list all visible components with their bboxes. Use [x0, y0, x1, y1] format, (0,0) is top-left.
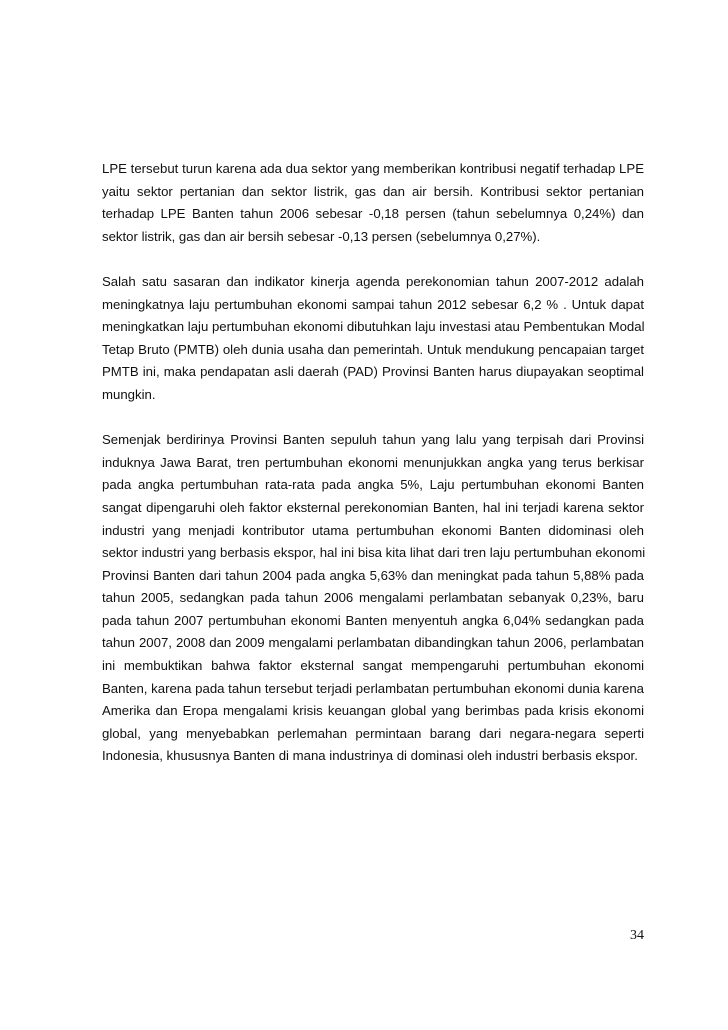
text-line: sektor industri yang berbasis ekspor, hal ini bisa kita lihat dari tren laju pertumbuhan ekonomi: [102, 545, 646, 561]
text-line: mungkin.: [102, 386, 156, 402]
text-line: pada tahun 2007 pertumbuhan ekonomi Banten menyentuh angka 6,04% sedangkan pada: [102, 612, 644, 628]
paragraph-lpe-sectors: [102, 158, 644, 248]
text-line: sangat dipengaruhi oleh faktor eksternal perekonomian Banten, hal ini terjadi karena sektor: [102, 499, 644, 515]
text-line: PMTB ini, maka pendapatan asli daerah (PAD) Provinsi Banten harus diupayakan seoptimal: [102, 364, 644, 380]
text-line: Tetap Bruto (PMTB) oleh dunia usaha dan pemerintah. Untuk mendukung pencapaian target: [102, 341, 644, 357]
text-line: LPE tersebut turun karena ada dua sektor yang memberikan kontribusi negatif terhadap LPE: [102, 161, 644, 176]
text-line: yaitu sektor pertanian dan sektor listrik, gas dan air bersih. Kontribusi sektor pertanian: [102, 183, 644, 199]
text-line: Provinsi Banten dari tahun 2004 pada angka 5,63% dan meningkat pada tahun 5,88% pada: [102, 567, 644, 583]
text-line: meningkatkan laju pertumbuhan ekonomi dibutuhkan laju investasi atau Pembentukan Modal: [102, 319, 645, 335]
text-line: Salah satu sasaran dan indikator kinerja agenda perekonomian tahun 2007-2012 adalah: [102, 273, 644, 289]
text-line: tahun 2005, sedangkan pada tahun 2006 mengalami perlambatan sebanyak 0,23%, baru: [102, 590, 644, 606]
paragraph-target-2012: [102, 271, 644, 407]
text-line: meningkatnya laju pertumbuhan ekonomi sampai tahun 2012 sebesar 6,2 % . Untuk dapat: [102, 296, 644, 312]
text-line: ini membuktikan bahwa faktor eksternal sangat mempengaruhi pertumbuhan ekonomi: [102, 658, 644, 674]
text-line: induknya Jawa Barat, tren pertumbuhan ekonomi menunjukkan angka yang terus berkisar: [102, 454, 644, 470]
body-text: [102, 158, 644, 791]
text-line: Amerika dan Eropa mengalami krisis keuangan global yang berimbas pada krisis ekonomi: [102, 703, 644, 719]
text-line: sektor listrik, gas dan air bersih sebesar -0,13 persen (sebelumnya 0,27%).: [102, 228, 541, 244]
page-number: 34: [630, 928, 644, 943]
text-line: tahun 2007, 2008 dan 2009 mengalami perlambatan dibandingkan tahun 2006, perlambatan: [102, 635, 644, 651]
text-line: industri yang menjadi kontributor utama pertumbuhan ekonomi Banten didominasi oleh: [102, 522, 644, 538]
text-line: pada angka pertumbuhan rata-rata pada angka 5%, Laju pertumbuhan ekonomi Banten: [102, 477, 644, 493]
text-line: Indonesia, khususnya Banten di mana industrinya di dominasi oleh industri berbasis ekspor.: [102, 748, 638, 764]
text-line: global, yang menyebabkan perlemahan permintaan barang dari negara-negara seperti: [102, 725, 644, 741]
text-line: Semenjak berdirinya Provinsi Banten sepuluh tahun yang lalu yang terpisah dari Provinsi: [102, 432, 644, 448]
text-line: Banten, karena pada tahun tersebut terjadi perlambatan pertumbuhan ekonomi dunia karena: [102, 680, 644, 696]
text-line: terhadap LPE Banten tahun 2006 sebesar -0,18 persen (tahun sebelumnya 0,24%) dan: [102, 206, 644, 222]
paragraph-growth-trend: [102, 429, 644, 768]
